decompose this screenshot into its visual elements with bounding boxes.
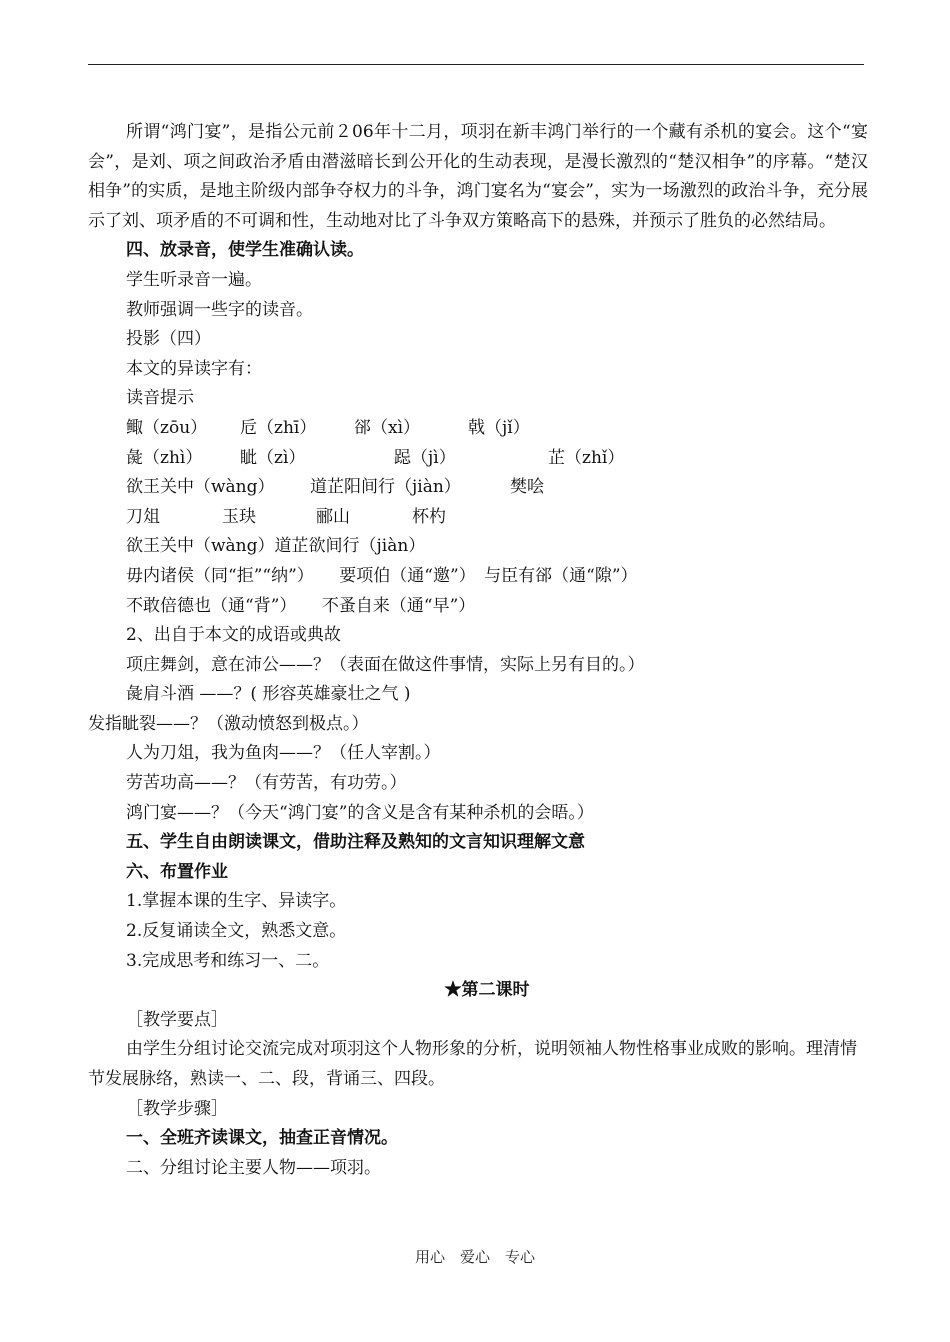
text-line: 本文的异读字有： — [126, 358, 262, 379]
text-line: 教师强调一些字的读音。 — [126, 299, 313, 320]
text-line: 毋内诸侯（同“拒”“纳”） 要项伯（通“邀”） 与臣有郤（通“隙”） — [126, 565, 638, 586]
idiom-line: 发指眦裂——？（激动愤怒到极点。） — [88, 713, 369, 734]
pronunciation-row — [88, 444, 868, 474]
idiom-line: 项庄舞剑，意在沛公——？（表面在做这件事情，实际上另有目的。） — [126, 654, 645, 675]
pronunciation-item: 彘（zhì） — [126, 447, 203, 468]
key-points-paragraph: 由学生分组讨论交流完成对项羽这个人物形象的分析，说明领袖人物性格事业成败的影响。理清情节发展脉络，熟读一、二、段，背诵三、四段。 — [88, 1039, 857, 1089]
pronunciation-item: 欲王关中（wàng） — [126, 477, 275, 498]
text-line: 投影（四） — [126, 329, 211, 350]
pronunciation-item: 眦（zì） — [240, 447, 306, 468]
text-line: 欲王关中（wàng）道芷欲间行（jiàn） — [126, 536, 426, 557]
pronunciation-row — [88, 473, 868, 503]
pronunciation-item: 道芷阳间行（jiàn） — [310, 477, 461, 498]
pronunciation-item: 刀俎 — [126, 506, 160, 527]
idiom-line: 彘肩斗酒 ——？( 形容英雄豪壮之气 ) — [126, 684, 411, 705]
text-line: 不敢倍德也（通“背”） 不蚤自来（通“早”） — [126, 595, 476, 616]
homework-item: 2.反复诵读全文，熟悉文意。 — [126, 921, 347, 942]
section-6-heading: 六、布置作业 — [126, 861, 228, 882]
pronunciation-item: 芷（zhǐ） — [548, 447, 625, 468]
text-line: 2、出自于本文的成语或典故 — [126, 625, 341, 646]
pronunciation-row — [88, 414, 868, 444]
step-1: 一、全班齐读课文，抽查正音情况。 — [126, 1128, 398, 1149]
homework-item: 1.掌握本课的生字、异读字。 — [126, 891, 347, 912]
key-points-label: ［教学要点］ — [126, 1009, 228, 1030]
pronunciation-item: 戟（jǐ） — [468, 417, 530, 438]
pronunciation-item: 郤（xì） — [354, 417, 421, 438]
steps-label: ［教学步骤］ — [126, 1098, 228, 1119]
pronunciation-item: 鲰（zōu） — [126, 417, 208, 438]
pronunciation-item: 樊哙 — [510, 477, 544, 498]
pronunciation-item: 玉玦 — [222, 506, 256, 527]
lesson-2-title: ★第二课时 — [444, 980, 530, 1001]
pronunciation-item: 跽（jì） — [394, 447, 456, 468]
pronunciation-row — [88, 503, 868, 533]
document-body — [88, 118, 868, 1183]
homework-item: 3.完成思考和练习一、二。 — [126, 950, 330, 971]
intro-paragraph: 所谓“鸿门宴”，是指公元前２06年十二月，项羽在新丰鸿门举行的一个藏有杀机的宴会。这个“宴会”，是刘、项之间政治矛盾由潜滋暗长到公开化的生动表现，是漫长激烈的“楚汉相争”的序幕。“楚汉相争”的实质，是地主阶级内部争夺权力的斗争，鸿门宴名为“宴会”，实为一场激烈的政治斗争，充分展示了刘、项矛盾的不可调和性，生动地对比了斗争双方策略高下的悬殊，并预示了胜负的必然结局。 — [88, 122, 868, 231]
pronunciation-item: 杯杓 — [412, 506, 446, 527]
text-line: 学生听录音一遍。 — [126, 269, 262, 290]
pronunciation-item: 郦山 — [316, 506, 350, 527]
step-2: 二、分组讨论主要人物——项羽。 — [126, 1157, 381, 1178]
pronunciation-item: 卮（zhī） — [240, 417, 317, 438]
header-rule — [88, 64, 864, 65]
page-footer: 用心 爱心 专心 — [414, 1248, 535, 1266]
text-line: 读音提示 — [126, 388, 194, 409]
idiom-line: 鸿门宴——？（今天“鸿门宴”的含义是含有某种杀机的会晤。） — [126, 802, 594, 823]
idiom-line: 劳苦功高——？（有劳苦，有功劳。） — [126, 773, 407, 794]
idiom-line: 人为刀俎，我为鱼肉——？（任人宰割。） — [126, 743, 441, 764]
section-4-heading: 四、放录音，使学生准确认读。 — [126, 240, 364, 261]
section-5-heading: 五、学生自由朗读课文，借助注释及熟知的文言知识理解文意 — [126, 832, 585, 853]
